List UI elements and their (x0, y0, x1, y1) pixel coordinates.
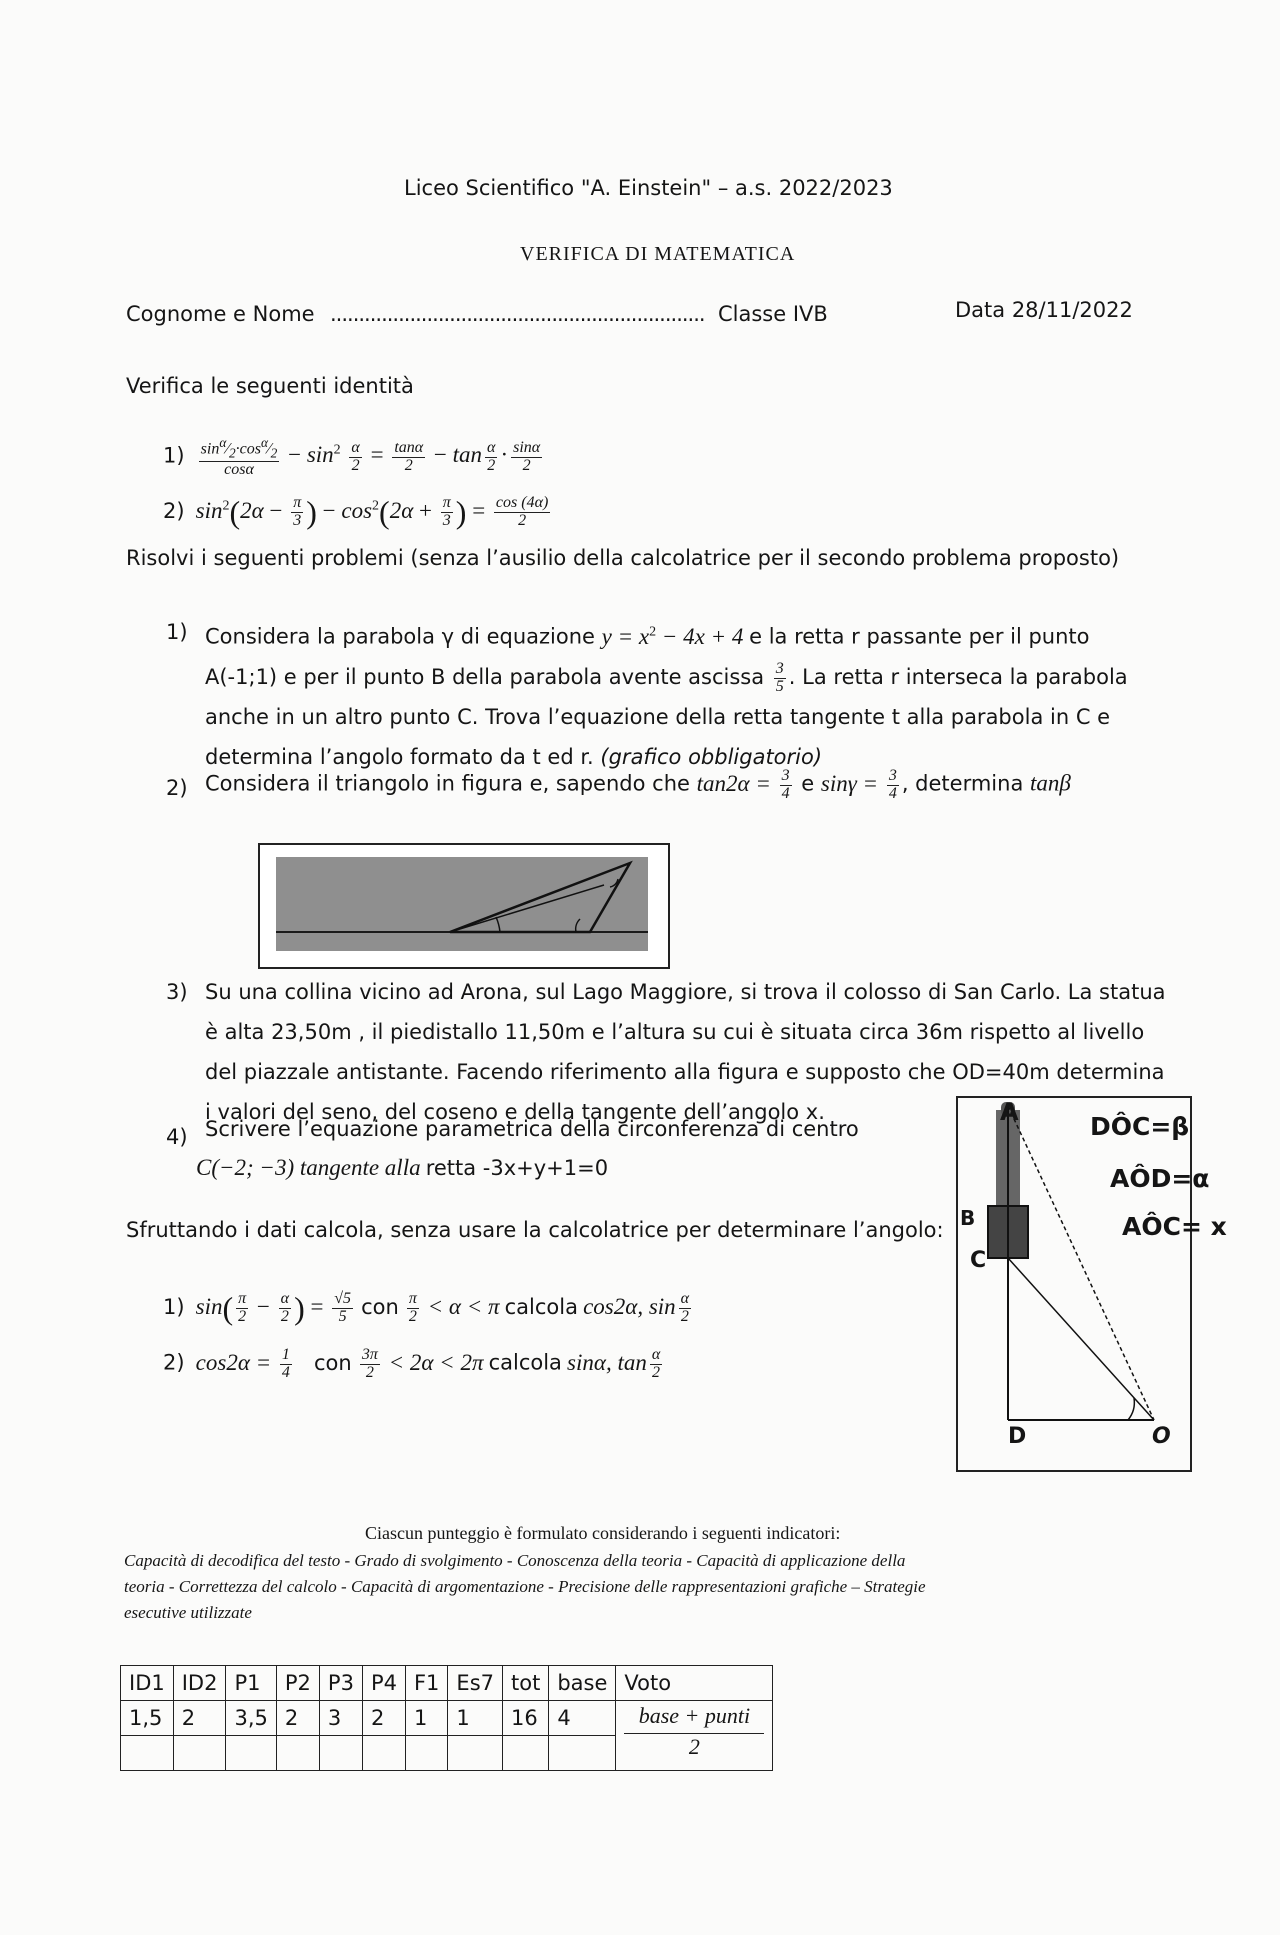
school-name: Liceo Scientifico "A. Einstein" – a.s. 2022/2023 (404, 176, 893, 200)
grading-table (120, 1665, 773, 1771)
triangle-figure-frame (258, 843, 670, 969)
voto-formula-cell (616, 1701, 773, 1771)
empty-cell (173, 1736, 226, 1771)
table-cell: 3 (319, 1701, 362, 1736)
col-header: Voto (616, 1666, 773, 1701)
problem-2-text: Considera il triangolo in figura e, sapendo che tan2α = $\frac{3}{4}$ e sinγ = $\frac{3}{4}$ , determina tanβ (205, 767, 1071, 802)
grading-line-3: esecutive utilizzate (124, 1603, 252, 1622)
identity-1-number: 1) (163, 443, 185, 468)
p1-line4: determina l’angolo formato da t ed r. (205, 744, 594, 769)
col-header: P1 (226, 1666, 276, 1701)
test-title: VERIFICA DI MATEMATICA (520, 243, 796, 265)
p3-line1: Su una collina vicino ad Arona, sul Lago Maggiore, si trova il colosso di San Carlo. La statua (205, 980, 1166, 1004)
calc-item-1: 1) sin( $\frac{\pi}{2}$ − $\frac{\alpha}{2}$ ) = $\frac{√5}{5}$ con $\frac{\pi}{2}$ < α < π calcola cos2α, sin $\frac{\alpha}{2}$ (163, 1290, 690, 1326)
statue-figure (958, 1098, 1190, 1470)
note-aoc-x: AÔC= x (1122, 1212, 1227, 1241)
label-O: O (1152, 1424, 1171, 1449)
col-header: F1 (405, 1666, 447, 1701)
empty-cell (448, 1736, 503, 1771)
p2-text-a: Considera il triangolo in figura e, sapendo che (205, 771, 690, 796)
calc-heading: Sfruttando i dati calcola, senza usare la calcolatrice per determinare l’angolo: (126, 1218, 944, 1242)
empty-cell (405, 1736, 447, 1771)
calc-1-con: con (361, 1294, 399, 1319)
problems-heading: Risolvi i seguenti problemi (senza l’ausilio della calcolatrice per il secondo problema proposto) (126, 546, 1120, 570)
empty-cell (549, 1736, 616, 1771)
p3-line3: del piazzale antistante. Facendo riferimento alla figura e supposto che OD=40m determina (205, 1060, 1165, 1084)
line-AO (1008, 1106, 1154, 1420)
col-header: P4 (362, 1666, 405, 1701)
voto-formula-numerator: base + punti (624, 1703, 764, 1734)
identity-1: 1) $\frac{\sin^\alpha⁄_2\cdot\cos^\alpha⁄_2}{\cos\alpha}$ − $\sin^2$ $\frac{\alpha}{2}$ = $\frac{\tan\alpha}{2}$ − tan $\frac{\alpha}{2}$ · $\frac{\sin\alpha}{2}$ (163, 435, 541, 478)
problem-1-number: 1) (166, 620, 188, 644)
p1-line3: anche in un altro punto C. Trova l’equazione della retta tangente t alla parabola in C e (205, 704, 1111, 729)
table-cell: 1,5 (121, 1701, 174, 1736)
note-aod-alpha: AÔD=α (1110, 1164, 1210, 1193)
statue-figure-frame (956, 1096, 1192, 1472)
grading-intro: Ciascun punteggio è formulato considerando i seguenti indicatori: (365, 1523, 841, 1543)
table-cell: 4 (549, 1701, 616, 1736)
table-cell: 2 (173, 1701, 226, 1736)
identities-heading: Verifica le seguenti identità (126, 374, 414, 398)
p3-line2: è alta 23,50m , il piedistallo 11,50m e l’altura su cui è situata circa 36m rispetto al livello (205, 1020, 1145, 1044)
label-C: C (970, 1248, 987, 1273)
date-label: Data 28/11/2022 (955, 298, 1133, 322)
identity-2: 2) $\sin^2(2\alpha$ − $\frac{\pi}{3}$ ) − $\cos^2(2\alpha$ + $\frac{\pi}{3}$ ) = $\frac{\cos (4\alpha)}{2}$ (163, 494, 549, 530)
col-header: ID1 (121, 1666, 174, 1701)
name-dots: .................................................................. (330, 302, 705, 326)
empty-cell (503, 1736, 549, 1771)
col-header: ID2 (173, 1666, 226, 1701)
class-label: Classe IVB (718, 302, 828, 326)
col-header: tot (503, 1666, 549, 1701)
problem-1-text: Considera la parabola γ di equazione $y = x^2 - 4x + 4$ e la retta r passante per il punto A(-1;1) e per il punto B della parabola avente ascissa $\frac{3}{5}$ . La retta r interseca la parabola anche in un altro punto C. Trova l’equazione della retta tangente t alla parabola in C e determina l’angolo formato da t ed r. (grafico obbligatorio) (205, 612, 1165, 777)
table-cell: 16 (503, 1701, 549, 1736)
calc-1-calcola: calcola (504, 1294, 578, 1319)
calc-item-2: 2) cos2α = $\frac{1}{4}$ con $\frac{3\pi}{2}$ < 2α < 2π calcola sinα, tan $\frac{\alpha}{2}$ (163, 1346, 661, 1381)
p1-line2a: A(-1;1) e per il punto B della parabola avente ascissa (205, 664, 765, 689)
triangle-figure (260, 845, 664, 963)
problem-2-number: 2) (166, 776, 188, 800)
angle-arc-O (1128, 1398, 1134, 1420)
table-cell: 1 (448, 1701, 503, 1736)
label-A: A (1000, 1098, 1019, 1126)
table-cell: 1 (405, 1701, 447, 1736)
col-header: P3 (319, 1666, 362, 1701)
table-cell: 2 (362, 1701, 405, 1736)
calc-2-number: 2) (163, 1350, 185, 1375)
p4-line1: Scrivere l’equazione parametrica della circonferenza di centro (205, 1117, 859, 1141)
calc-1-number: 1) (163, 1294, 185, 1319)
p1-line1a: Considera la parabola γ di equazione (205, 624, 595, 649)
triangle-figure-background (276, 857, 648, 951)
p1-line1b: e la retta r passante per il punto (749, 624, 1090, 649)
p1-line4-italic: (grafico obbligatorio) (600, 744, 823, 769)
calc-2-calcola: calcola (488, 1350, 562, 1375)
problem-3-number: 3) (166, 980, 188, 1004)
p4-line2 (196, 1155, 608, 1181)
label-B: B (960, 1206, 976, 1230)
line-CO (1008, 1258, 1154, 1420)
empty-cell (121, 1736, 174, 1771)
col-header: Es7 (448, 1666, 503, 1701)
col-header: P2 (276, 1666, 319, 1701)
voto-formula-denominator: 2 (688, 1734, 700, 1759)
note-doc-beta: DÔC=β (1090, 1112, 1190, 1141)
problem-4-number: 4) (166, 1125, 188, 1149)
empty-cell (362, 1736, 405, 1771)
p4-line2-text: retta -3x+y+1=0 (425, 1156, 609, 1180)
label-D: D (1008, 1424, 1027, 1449)
table-cell: 2 (276, 1701, 319, 1736)
p2-text-c: , determina (901, 771, 1024, 796)
calc-2-con: con (314, 1350, 352, 1375)
empty-cell (319, 1736, 362, 1771)
empty-cell (226, 1736, 276, 1771)
grading-table-header-row (121, 1666, 773, 1701)
name-label: Cognome e Nome (126, 302, 315, 326)
empty-cell (276, 1736, 319, 1771)
p2-text-b: e (801, 771, 815, 796)
p1-line2b: . La retta r interseca la parabola (788, 664, 1128, 689)
p4-line2-math: C(−2; −3) tangente alla (196, 1155, 421, 1180)
table-cell: 3,5 (226, 1701, 276, 1736)
grading-table-values-row (121, 1701, 773, 1736)
grading-line-2: teoria - Correttezza del calcolo - Capacità di argomentazione - Precisione delle rappresentazioni grafiche – Strategie (124, 1577, 926, 1596)
identity-2-number: 2) (163, 498, 185, 523)
p3-line4: i valori del seno, del coseno e della tangente dell’angolo x. (205, 1100, 825, 1124)
grading-line-1: Capacità di decodifica del testo - Grado di svolgimento - Conoscenza della teoria - Capacità di applicazione della (124, 1551, 906, 1570)
col-header: base (549, 1666, 616, 1701)
